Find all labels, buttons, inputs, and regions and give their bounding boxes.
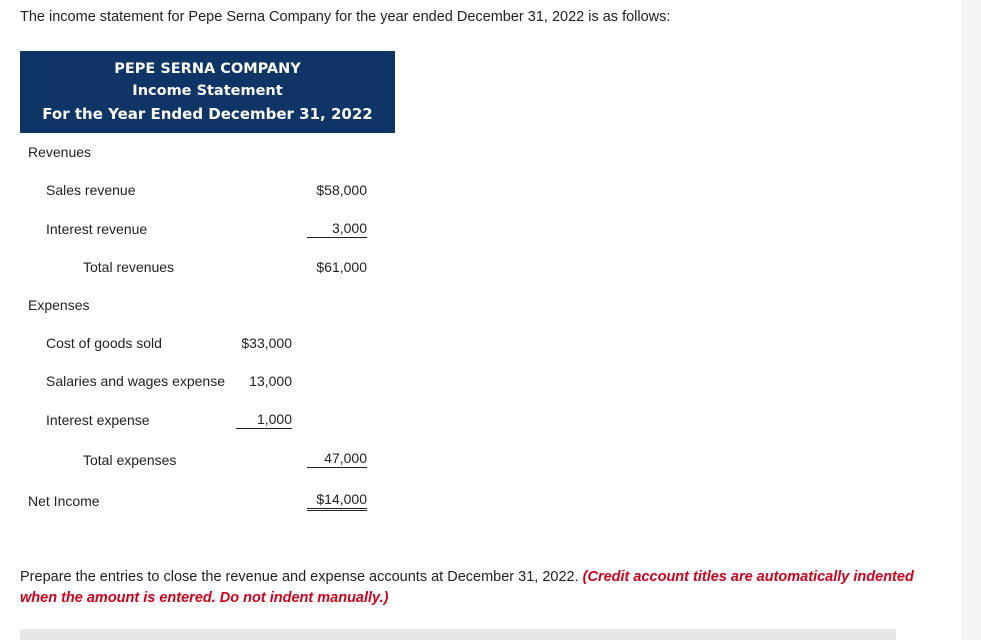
total-expenses-label: Total expenses xyxy=(83,452,177,468)
sales-revenue-amount: $58,000 xyxy=(316,182,367,198)
salaries-label: Salaries and wages expense xyxy=(46,373,226,389)
net-income-label: Net Income xyxy=(28,493,100,509)
net-income-amount: $14,000 xyxy=(307,491,367,511)
statement-period: For the Year Ended December 31, 2022 xyxy=(42,105,373,123)
interest-expense-label: Interest expense xyxy=(46,412,150,428)
interest-expense-amount: 1,000 xyxy=(236,411,292,429)
salaries-amount: 13,000 xyxy=(249,373,292,389)
total-expenses-amount: 47,000 xyxy=(307,450,367,468)
answer-table-top-edge xyxy=(20,629,896,640)
cogs-label: Cost of goods sold xyxy=(46,335,162,351)
sales-revenue-label: Sales revenue xyxy=(46,182,136,198)
expenses-heading: Expenses xyxy=(28,297,90,313)
revenues-heading: Revenues xyxy=(28,144,92,160)
statement-header xyxy=(20,51,395,133)
interest-revenue-label: Interest revenue xyxy=(46,221,148,237)
instruction-text xyxy=(20,567,945,609)
page-gutter xyxy=(961,0,981,640)
instruction-note: (Credit account titles are automatically indented when the amount is entered. Do not indent manually.) xyxy=(20,569,914,606)
instruction-main: Prepare the entries to close the revenue and expense accounts at December 31, 2022. xyxy=(20,569,579,585)
cogs-amount: $33,000 xyxy=(241,335,292,351)
statement-title: Income Statement xyxy=(132,83,283,99)
total-revenues-label: Total revenues xyxy=(83,259,175,275)
company-name: PEPE SERNA COMPANY xyxy=(114,61,301,77)
intro-text: The income statement for Pepe Serna Company for the year ended December 31, 2022 is as follows: xyxy=(20,9,671,25)
total-revenues-amount: $61,000 xyxy=(316,259,367,275)
interest-revenue-amount: 3,000 xyxy=(307,220,367,238)
